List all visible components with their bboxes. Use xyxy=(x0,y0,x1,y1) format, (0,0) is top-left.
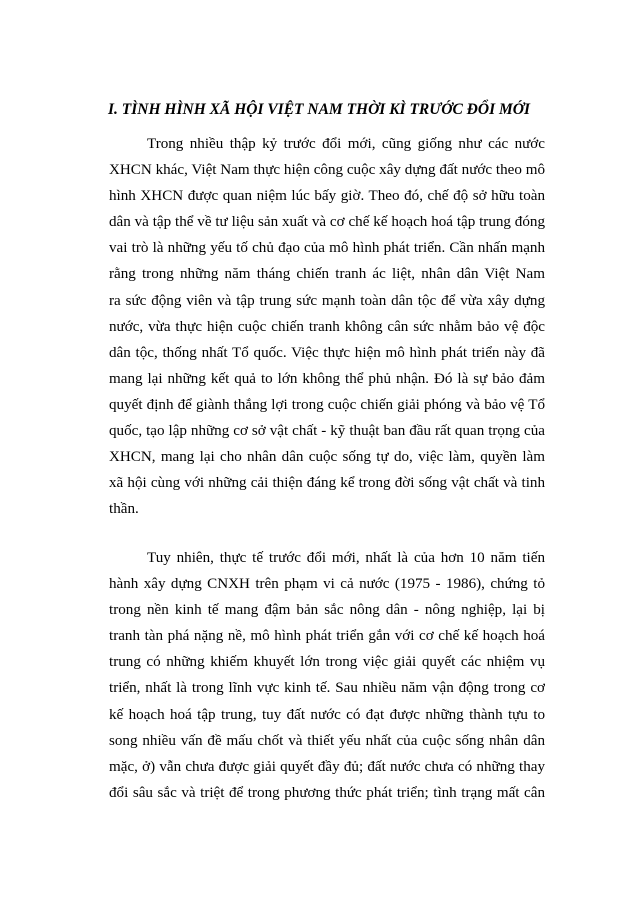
paragraph-line: trong nền kinh tế mang đậm bản sắc nông dân - nông nghiệp, lại bị xyxy=(109,602,545,619)
paragraph-line: quyết định để giành thắng lợi trong cuộc chiến giải phóng và bảo vệ Tổ xyxy=(109,396,545,413)
paragraph-line: Tuy nhiên, thực tế trước đổi mới, nhất là của hơn 10 năm tiến xyxy=(147,550,545,566)
paragraph-line: nước, vừa thực hiện cuộc chiến tranh không cân sức nhằm bảo vệ độc xyxy=(109,318,545,335)
paragraph-line: đổi sâu sắc và triệt để trong phương thức phát triển; tình trạng mất cân xyxy=(109,784,545,801)
paragraph-line: kế hoạch hoá tập trung, tuy đất nước có đạt được những thành tựu to xyxy=(109,706,545,723)
paragraph-line: dân và tập thể về tư liệu sản xuất và cơ chế kế hoạch hoá tập trung đóng xyxy=(109,214,545,231)
paragraph-2 xyxy=(109,545,545,806)
paragraph-line: XHCN, mang lại cho nhân dân cuộc sống tự do, việc làm, quyền làm xyxy=(109,449,545,466)
section-heading: I. TÌNH HÌNH XÃ HỘI VIỆT NAM THỜI KÌ TRƯỚC ĐỔI MỚI xyxy=(108,101,530,118)
paragraph-line: hành xây dựng CNXH trên phạm vi cả nước (1975 - 1986), chứng tỏ xyxy=(109,576,545,593)
paragraph-line: ra sức động viên và tập trung sức mạnh toàn dân tộc để vừa xây dựng xyxy=(109,292,545,309)
paragraph-line: song nhiều vấn đề mấu chốt và thiết yếu nhất của cuộc sống nhân dân xyxy=(109,732,545,749)
paragraph-line: Trong nhiều thập kỷ trước đổi mới, cũng giống như các nước xyxy=(147,136,545,152)
paragraph-line: dân tộc, thống nhất Tổ quốc. Việc thực hiện mô hình phát triển này đã xyxy=(109,344,545,361)
paragraph-line: XHCN khác, Việt Nam thực hiện công cuộc xây dựng đất nước theo mô xyxy=(109,162,545,179)
paragraph-line: rằng trong những năm tháng chiến tranh ác liệt, nhân dân Việt Nam xyxy=(109,266,545,283)
paragraph-line: quốc, tạo lập những cơ sở vật chất - kỹ thuật ban đầu rất quan trọng của xyxy=(109,423,545,440)
paragraph-line: hình XHCN được quan niệm lúc bấy giờ. Theo đó, chế độ sở hữu toàn xyxy=(109,188,545,205)
paragraph-line: vai trò là những yếu tố chủ đạo của mô hình phát triển. Cần nhấn mạnh xyxy=(109,240,545,257)
paragraph-line: thần. xyxy=(109,501,139,518)
paragraph-line: xã hội cùng với những cải thiện đáng kể trong đời sống vật chất và tinh xyxy=(109,475,545,492)
paragraph-1 xyxy=(109,131,545,522)
paragraph-line: tranh tàn phá nặng nề, mô hình phát triển gắn với cơ chế kế hoạch hoá xyxy=(109,628,545,645)
paragraph-line: triển, nhất là trong lĩnh vực kinh tế. Sau nhiều năm vận động trong cơ xyxy=(109,680,545,697)
paragraph-line: mang lại những kết quả to lớn không thể phủ nhận. Đó là sự bảo đảm xyxy=(109,370,545,387)
paragraph-line: trung có những khiếm khuyết lớn trong việc giải quyết các nhiệm vụ xyxy=(109,654,545,671)
paragraph-line: mặc, ở) vẫn chưa được giải quyết đầy đủ; đất nước chưa có những thay xyxy=(109,758,545,775)
